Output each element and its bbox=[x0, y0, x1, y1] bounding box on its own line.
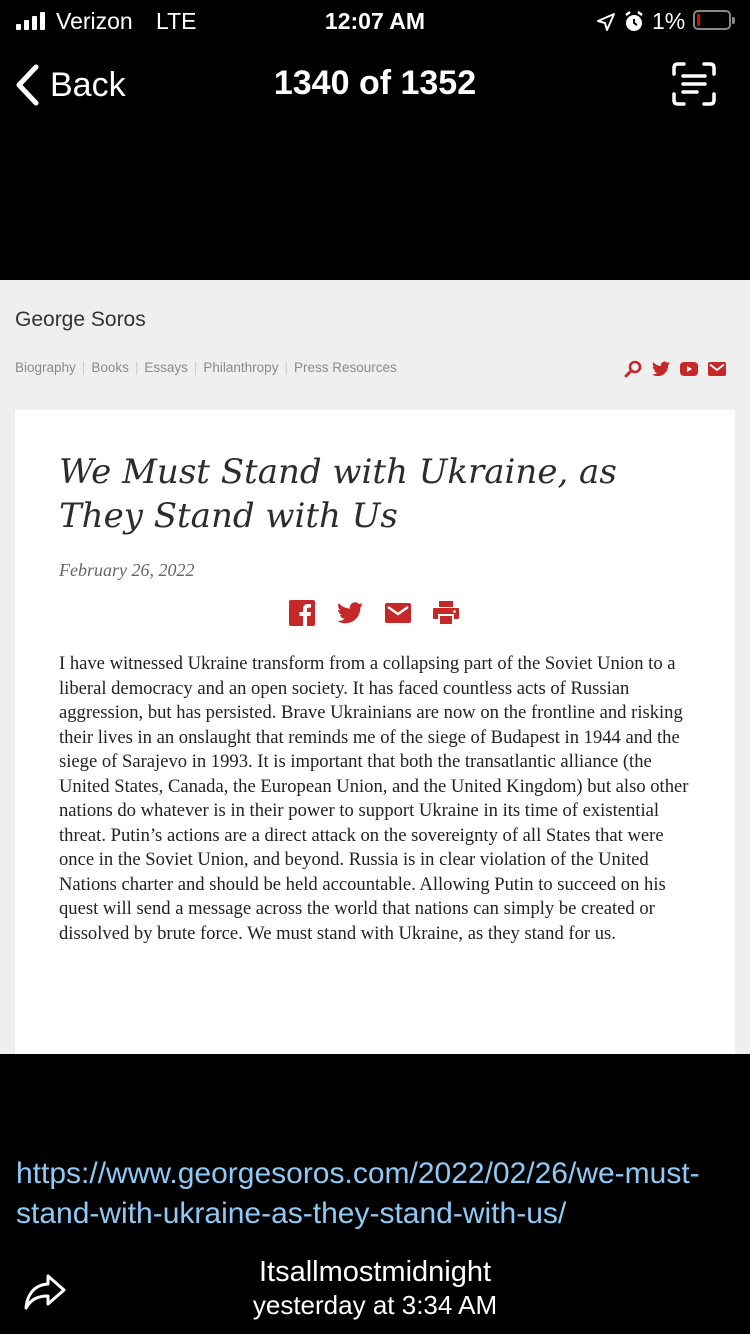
username: Itsallmostmidnight bbox=[258, 1256, 492, 1288]
back-label: Back bbox=[50, 65, 126, 104]
article-card bbox=[15, 410, 735, 1054]
share-icons bbox=[289, 600, 459, 626]
webpage-screenshot bbox=[0, 280, 750, 1054]
print-icon[interactable] bbox=[433, 600, 459, 626]
photo-counter: 1340 of 1352 bbox=[273, 64, 477, 102]
menu-item-essays[interactable]: Essays bbox=[144, 360, 188, 375]
site-header-icons bbox=[624, 360, 726, 378]
battery-icon bbox=[693, 10, 731, 30]
battery-percent: 1% bbox=[652, 8, 686, 34]
location-icon bbox=[596, 12, 616, 32]
alarm-icon bbox=[622, 10, 646, 34]
menu-item-biography[interactable]: Biography bbox=[15, 360, 76, 375]
youtube-icon[interactable] bbox=[680, 362, 698, 376]
carrier-name: Verizon bbox=[56, 8, 133, 34]
article-title: We Must Stand with Ukraine, as They Stand with Us bbox=[59, 452, 617, 536]
status-bar bbox=[0, 0, 750, 44]
facebook-icon[interactable] bbox=[289, 600, 315, 626]
menu-item-press-resources[interactable]: Press Resources bbox=[293, 360, 397, 375]
twitter-icon[interactable] bbox=[337, 602, 363, 624]
mail-icon[interactable] bbox=[708, 362, 726, 376]
article-date: February 26, 2022 bbox=[59, 560, 195, 580]
site-menu: Biography | Books | Essays | Philanthropy | Press Resources bbox=[15, 360, 397, 375]
site-title: George Soros bbox=[15, 308, 146, 331]
twitter-icon[interactable] bbox=[652, 361, 670, 377]
source-link[interactable]: https://www.georgesoros.com/2022/02/26/we-must-stand-with-ukraine-as-they-stand-with-us/ bbox=[16, 1157, 700, 1230]
text-scan-icon[interactable] bbox=[670, 60, 718, 108]
timestamp: yesterday at 3:34 AM bbox=[252, 1290, 498, 1320]
menu-item-philanthropy[interactable]: Philanthropy bbox=[203, 360, 279, 375]
article-body: I have witnessed Ukraine transform from a collapsing part of the Soviet Union to a liberal democracy and an open society. It has faced countless acts of Russian aggression, but has persisted. Brave Ukrainians are now on the frontline and risking their lives in an onslaught that reminds me of the siege of Budapest in 1944 and the siege of Sarajevo in 1993. It is important that both the transatlantic alliance (the United States, Canada, the European Union, and the United Kingdom) but also other nations do whatever is in their power to support Ukraine in its time of existential threat. Putin’s actions are a direct attack on the sovereignty of all States that were once in the Soviet Union, and beyond. Russia is in clear violation of the United Nations charter and should be held accountable. Allowing Putin to succeed on his quest will send a message across the world that nations can simply be created or dissolved by brute force. We must stand with Ukraine, as they stand for us. bbox=[59, 653, 689, 944]
status-time: 12:07 AM bbox=[324, 8, 426, 34]
search-icon[interactable] bbox=[624, 360, 642, 378]
network-type: LTE bbox=[156, 8, 197, 34]
email-icon[interactable] bbox=[385, 603, 411, 623]
menu-item-books[interactable]: Books bbox=[91, 360, 129, 375]
